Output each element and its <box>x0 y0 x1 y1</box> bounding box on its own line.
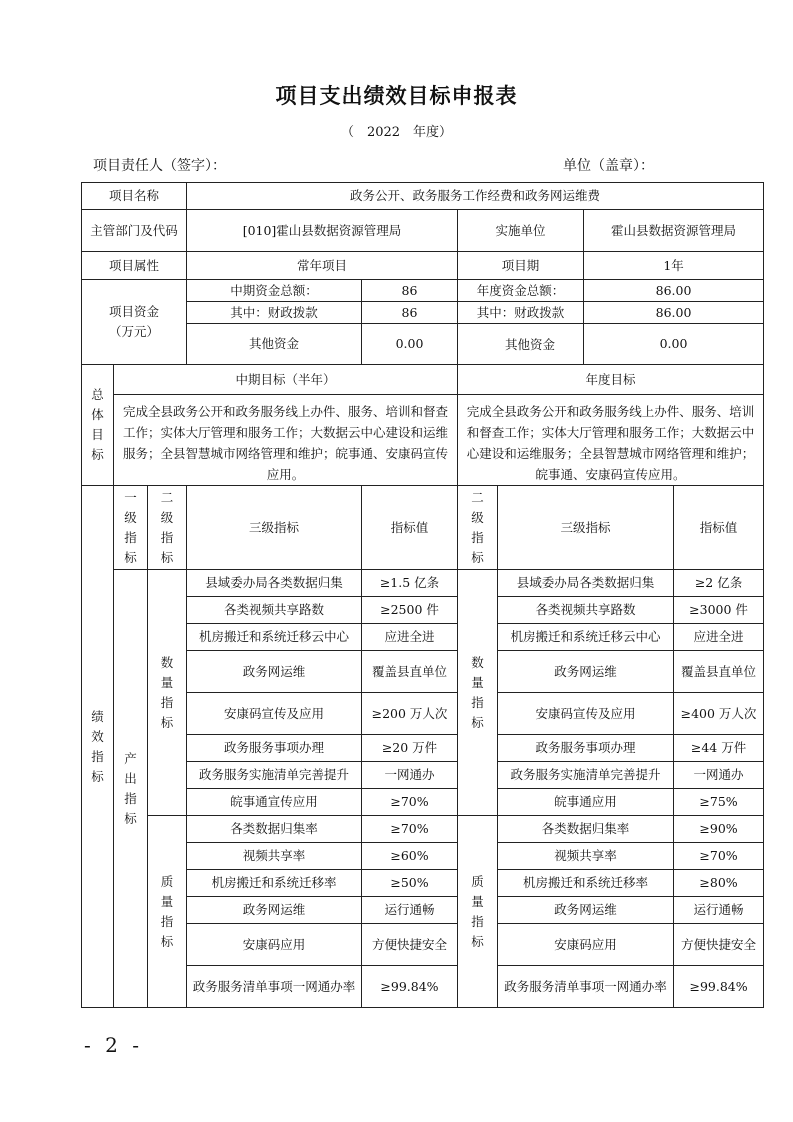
year-indicator-name: 各类视频共享路数 <box>498 597 674 624</box>
quantity-indicator-label-year: 数量指标 <box>458 570 498 816</box>
mid-fiscal-value: 86 <box>362 302 458 324</box>
output-indicator-label: 产出指标 <box>114 570 148 1008</box>
quantity-indicator-label: 数量指标 <box>148 570 187 816</box>
project-attribute-value: 常年项目 <box>187 252 458 280</box>
mid-indicator-value: ≥1.5 亿条 <box>362 570 458 597</box>
year-indicator-name: 政务网运维 <box>498 897 674 924</box>
quality-indicator-label: 质量指标 <box>148 816 187 1008</box>
implementing-unit-value: 霍山县数据资源管理局 <box>584 210 764 252</box>
mid-indicator-value: ≥70% <box>362 789 458 816</box>
mid-indicator-name: 机房搬迁和系统迁移率 <box>187 870 362 897</box>
project-name-row <box>82 183 764 210</box>
mid-target-text: 完成全县政务公开和政务服务线上办件、服务、培训和督查工作；实体大厅管理和服务工作；大数据云中心建设和运维服务；全县智慧城市网络管理和维护；皖事通、安康码宣传应用。 <box>114 395 458 486</box>
year-target-header: 年度目标 <box>458 365 764 395</box>
mid-indicator-value: 一网通办 <box>362 762 458 789</box>
level1-header: 一级指标 <box>114 486 148 570</box>
year-indicator-value: 方便快捷安全 <box>674 924 764 966</box>
value-header-year: 指标值 <box>674 486 764 570</box>
year-indicator-value: 应进全进 <box>674 624 764 651</box>
department-value: [010]霍山县数据资源管理局 <box>187 210 458 252</box>
indicator-header-row <box>82 486 764 570</box>
project-funds-label: 项目资金 （万元） <box>82 280 187 365</box>
year-indicator-value: ≥80% <box>674 870 764 897</box>
mid-indicator-name: 政务网运维 <box>187 897 362 924</box>
year-indicator-value: ≥44 万件 <box>674 735 764 762</box>
mid-indicator-value: ≥99.84% <box>362 966 458 1008</box>
year-indicator-value: ≥400 万人次 <box>674 693 764 735</box>
mid-other-value: 0.00 <box>362 324 458 365</box>
year-other-value: 0.00 <box>584 324 764 365</box>
mid-indicator-name: 安康码应用 <box>187 924 362 966</box>
mid-indicator-value: ≥2500 件 <box>362 597 458 624</box>
year-indicator-name: 县域委办局各类数据归集 <box>498 570 674 597</box>
level3-header-year: 三级指标 <box>498 486 674 570</box>
mid-indicator-value: 覆盖县直单位 <box>362 651 458 693</box>
project-name-value: 政务公开、政务服务工作经费和政务网运维费 <box>187 183 764 210</box>
year-indicator-value: ≥2 亿条 <box>674 570 764 597</box>
funds-total-row <box>82 280 764 302</box>
mid-indicator-name: 县域委办局各类数据归集 <box>187 570 362 597</box>
year-indicator-name: 政务服务实施清单完善提升 <box>498 762 674 789</box>
year-fiscal-value: 86.00 <box>584 302 764 324</box>
year-total-funds-label: 年度资金总额： <box>458 280 584 302</box>
year-indicator-name: 各类数据归集率 <box>498 816 674 843</box>
mid-indicator-name: 机房搬迁和系统迁移云中心 <box>187 624 362 651</box>
value-header: 指标值 <box>362 486 458 570</box>
project-period-label: 项目期 <box>458 252 584 280</box>
level3-header: 三级指标 <box>187 486 362 570</box>
year-indicator-name: 机房搬迁和系统迁移率 <box>498 870 674 897</box>
attribute-row <box>82 252 764 280</box>
year-fiscal-label: 其中：财政拨款 <box>458 302 584 324</box>
mid-indicator-value: ≥70% <box>362 816 458 843</box>
page-title: 项目支出绩效目标申报表 <box>275 83 518 108</box>
mid-other-label: 其他资金 <box>187 324 362 365</box>
mid-indicator-name: 政务网运维 <box>187 651 362 693</box>
overall-target-label: 总体目标 <box>82 365 114 486</box>
mid-indicator-value: ≥50% <box>362 870 458 897</box>
department-label: 主管部门及代码 <box>82 210 187 252</box>
year-indicator-name: 机房搬迁和系统迁移云中心 <box>498 624 674 651</box>
year-indicator-value: ≥70% <box>674 843 764 870</box>
year-indicator-value: ≥3000 件 <box>674 597 764 624</box>
year-indicator-name: 政务网运维 <box>498 651 674 693</box>
project-attribute-label: 项目属性 <box>82 252 187 280</box>
year-other-label: 其他资金 <box>458 324 584 365</box>
mid-indicator-name: 皖事通宣传应用 <box>187 789 362 816</box>
performance-indicator-label: 绩效指标 <box>82 486 114 1008</box>
mid-indicator-value: ≥200 万人次 <box>362 693 458 735</box>
mid-total-funds-value: 86 <box>362 280 458 302</box>
overall-target-text-row <box>82 395 764 486</box>
year-target-text: 完成全县政务公开和政务服务线上办件、服务、培训和督查工作；实体大厅管理和服务工作；大数据云中心建设和运维服务；全县智慧城市网络管理和维护；皖事通、安康码宣传应用。 <box>458 395 764 486</box>
year-indicator-name: 政务服务清单事项一网通办率 <box>498 966 674 1008</box>
mid-indicator-value: 方便快捷安全 <box>362 924 458 966</box>
year-indicator-value: ≥99.84% <box>674 966 764 1008</box>
year-indicator-name: 视频共享率 <box>498 843 674 870</box>
indicator-row <box>82 570 764 597</box>
mid-indicator-name: 政务服务实施清单完善提升 <box>187 762 362 789</box>
project-name-label: 项目名称 <box>82 183 187 210</box>
mid-indicator-name: 视频共享率 <box>187 843 362 870</box>
department-row <box>82 210 764 252</box>
mid-fiscal-label: 其中：财政拨款 <box>187 302 362 324</box>
project-period-value: 1年 <box>584 252 764 280</box>
implementing-unit-label: 实施单位 <box>458 210 584 252</box>
mid-target-header: 中期目标（半年） <box>114 365 458 395</box>
mid-indicator-name: 安康码宣传及应用 <box>187 693 362 735</box>
year-indicator-value: 覆盖县直单位 <box>674 651 764 693</box>
year-indicator-name: 安康码应用 <box>498 924 674 966</box>
performance-target-table <box>81 182 764 1008</box>
quality-indicator-label-year: 质量指标 <box>458 816 498 1008</box>
year-indicator-value: 运行通畅 <box>674 897 764 924</box>
mid-indicator-name: 政务服务事项办理 <box>187 735 362 762</box>
mid-indicator-value: ≥60% <box>362 843 458 870</box>
level2-header: 二级指标 <box>148 486 187 570</box>
unit-seal-label: 单位（盖章）： <box>563 158 654 174</box>
mid-indicator-name: 政务服务清单事项一网通办率 <box>187 966 362 1008</box>
year-indicator-name: 安康码宣传及应用 <box>498 693 674 735</box>
indicator-row <box>82 816 764 843</box>
mid-indicator-name: 各类视频共享路数 <box>187 597 362 624</box>
year-indicator-value: ≥90% <box>674 816 764 843</box>
year-indicator-value: ≥75% <box>674 789 764 816</box>
year-indicator-name: 政务服务事项办理 <box>498 735 674 762</box>
overall-target-header-row <box>82 365 764 395</box>
year-indicator-value: 一网通办 <box>674 762 764 789</box>
mid-indicator-value: 运行通畅 <box>362 897 458 924</box>
year-line: （ 2022 年度） <box>340 125 453 140</box>
page-number: - 2 - <box>84 1033 143 1057</box>
level2-header-year: 二级指标 <box>458 486 498 570</box>
mid-indicator-name: 各类数据归集率 <box>187 816 362 843</box>
responsible-person-label: 项目责任人（签字）： <box>93 158 226 174</box>
mid-indicator-value: ≥20 万件 <box>362 735 458 762</box>
year-total-funds-value: 86.00 <box>584 280 764 302</box>
mid-total-funds-label: 中期资金总额： <box>187 280 362 302</box>
year-indicator-name: 皖事通应用 <box>498 789 674 816</box>
mid-indicator-value: 应进全进 <box>362 624 458 651</box>
